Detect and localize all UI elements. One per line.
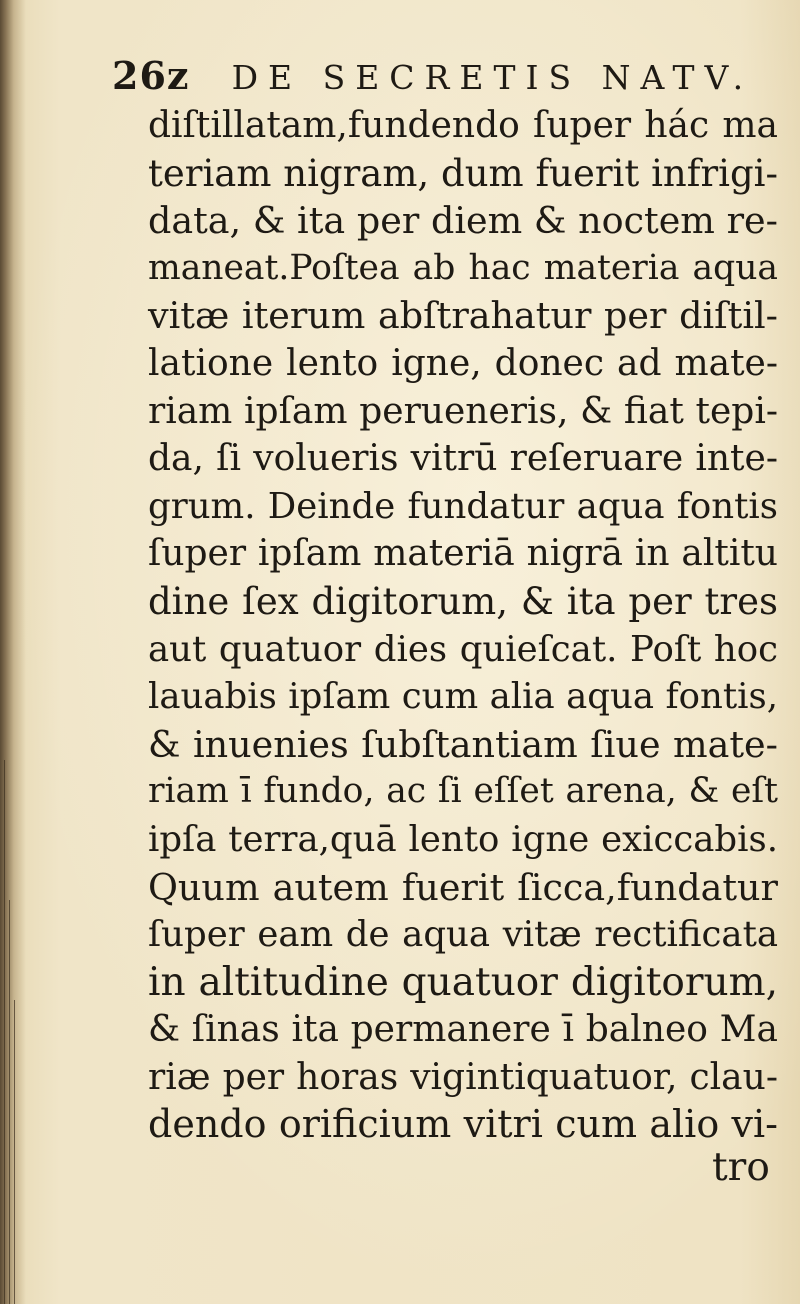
page-number: 26z bbox=[112, 53, 190, 98]
running-title: DE SECRETIS NATV. bbox=[231, 58, 754, 97]
text-line: aut quatuor dies quieſcat. Poſt hoc bbox=[148, 628, 778, 670]
text-line: in altitudine quatuor digitorum, bbox=[148, 959, 778, 1005]
text-line: & inuenies ſubſtantiam ſiue mate- bbox=[148, 722, 778, 766]
text-line: dendo orificium vitri cum alio vi- bbox=[148, 1102, 778, 1147]
text-line: vitæ iterum abſtrahatur per diſtil- bbox=[148, 294, 778, 338]
text-line: maneat.Poſtea ab hac materia aqua bbox=[148, 247, 778, 288]
text-line: riam ipſam perueneris, & fiat tepi- bbox=[148, 390, 778, 432]
text-line: ſuper ipſam materiā nigrā in altitu bbox=[148, 533, 778, 575]
text-line: riæ per horas vigintiquatuor, clau- bbox=[148, 1056, 778, 1098]
gutter-edge-line bbox=[14, 1000, 15, 1304]
text-line: ipſa terra,quā lento igne exiccabis. bbox=[148, 818, 778, 860]
gutter-edge-line bbox=[9, 900, 10, 1304]
text-line: diſtillatam,fundendo ſuper hác ma bbox=[148, 105, 778, 146]
text-line: data, & ita per diem & noctem re- bbox=[148, 199, 778, 243]
text-line: dine ſex digitorum, & ita per tres bbox=[148, 579, 778, 623]
text-line: latione lento igne, donec ad mate- bbox=[148, 342, 778, 384]
text-line: riam ī fundo, ac ſi eſſet arena, & eſt bbox=[148, 771, 778, 812]
text-line: lauabis ipſam cum alia aqua fontis, bbox=[148, 676, 778, 718]
text-line: ſuper eam de aqua vitæ rectificata bbox=[148, 914, 778, 956]
text-line: Quum autem fuerit ſicca,fundatur bbox=[148, 865, 778, 909]
text-line: teriam nigram, dum fuerit infrigi- bbox=[148, 151, 778, 195]
text-line: grum. Deinde fundatur aqua fontis bbox=[148, 485, 778, 527]
text-line: da, ſi volueris vitrū reſeruare inte- bbox=[148, 438, 778, 480]
body-text bbox=[148, 102, 778, 1149]
gutter-edge-line bbox=[4, 760, 5, 1304]
catchword: tro bbox=[712, 1145, 770, 1190]
running-head bbox=[112, 52, 752, 100]
text-line: & ſinas ita permanere ī balneo Ma bbox=[148, 1009, 778, 1051]
